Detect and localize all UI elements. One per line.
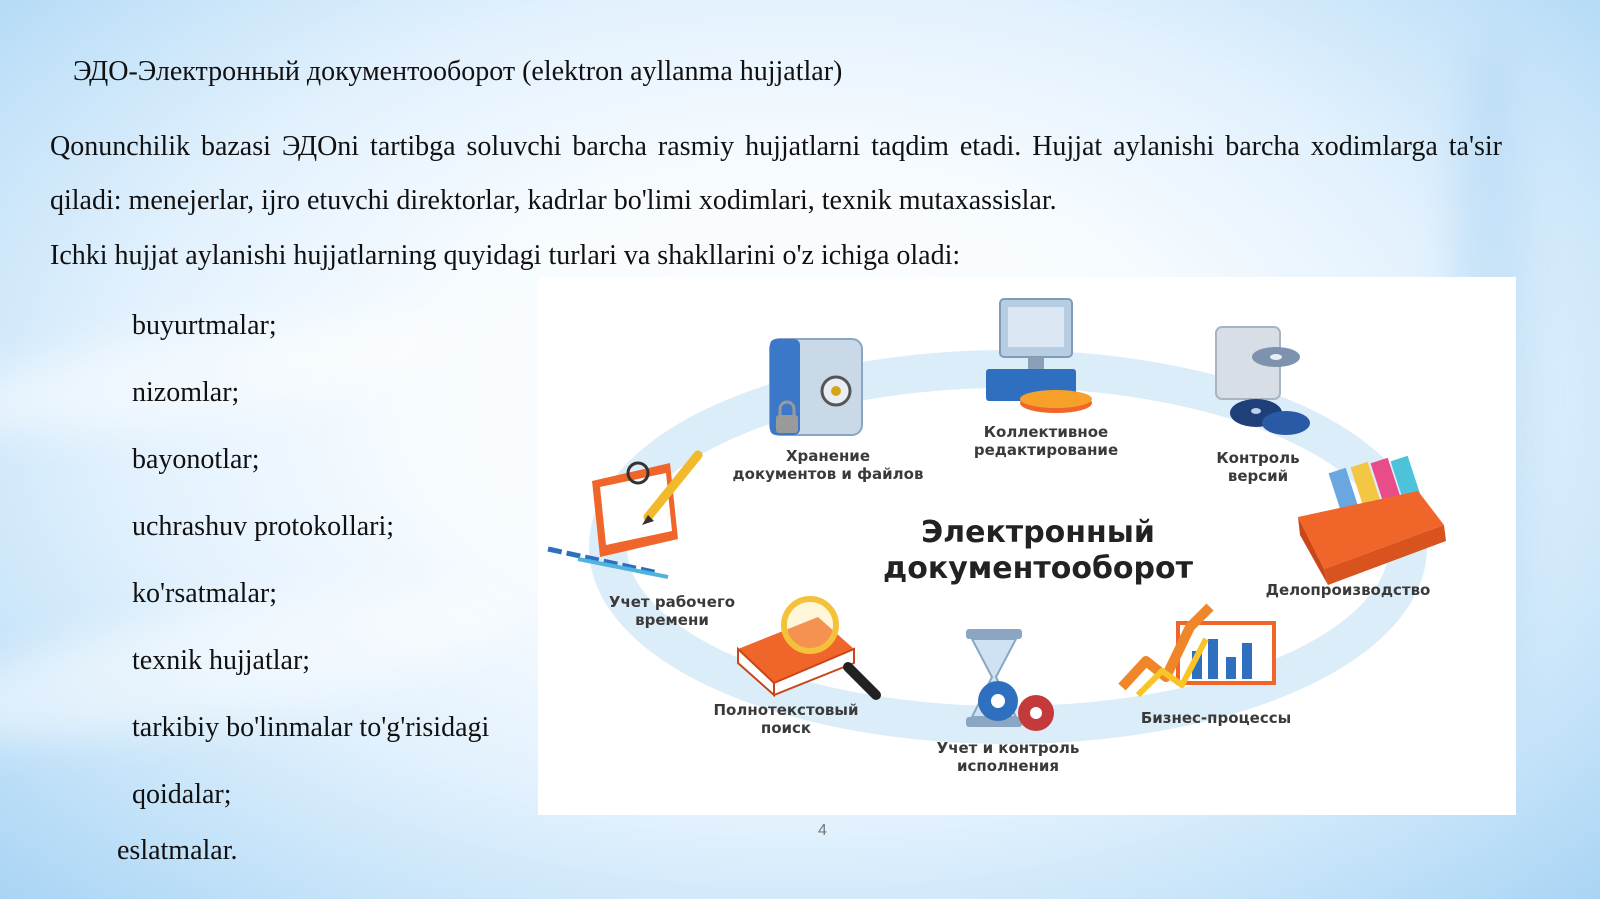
page-number: 4 <box>818 822 827 839</box>
label-collab: Коллективное редактирование <box>973 423 1119 459</box>
intro-paragraph: Qonunchilik bazasi ЭДОni tartibga soluvchi barcha rasmiy hujjatlarni taqdim etadi. Hujjat aylanishi barcha xodimlarga ta'sir qiladi: menejerlar, ijro etuvchi direktorlar, kadrlar bo'limi xodimlari, texnik mutaxassislar. <box>50 131 1502 216</box>
slide-title: ЭДО-Электронный документооборот (elektron ayllanma hujjatlar) <box>73 56 843 87</box>
safe-icon <box>770 339 862 435</box>
list-item: qoidalar; <box>132 779 232 810</box>
chart-icon <box>1122 607 1274 695</box>
document-types-list <box>132 306 489 842</box>
list-item: nizomlar; <box>132 377 240 408</box>
list-intro-paragraph: Ichki hujjat aylanishi hujjatlarning quyidagi turlari va shakllarini o'z ichiga oladi: <box>50 240 961 271</box>
label-versions: Контроль версий <box>1216 449 1300 485</box>
list-item-last: eslatmalar. <box>117 835 238 866</box>
book-magnifier-icon <box>738 599 876 695</box>
list-item: tarkibiy bo'linmalar to'g'risidagi <box>132 712 490 743</box>
list-item: uchrashuv protokollari; <box>132 511 395 542</box>
label-worktime: Учет рабочего времени <box>608 593 736 629</box>
label-control: Учет и контроль исполнения <box>936 739 1080 775</box>
diagram-center-title: Электронный документооборот <box>883 515 1193 586</box>
disc-icon <box>1216 327 1310 435</box>
label-search: Полнотекстовый поиск <box>713 701 859 737</box>
list-item: ko'rsatmalar; <box>132 578 277 609</box>
edo-diagram <box>538 277 1516 815</box>
label-records: Делопроизводство <box>1265 581 1431 599</box>
list-item: buyurtmalar; <box>132 310 277 341</box>
label-business: Бизнес-процессы <box>1140 709 1292 727</box>
list-item: bayonotlar; <box>132 444 260 475</box>
label-storage: Хранение документов и файлов <box>732 447 924 483</box>
list-item: texnik hujjatlar; <box>132 645 311 676</box>
hourglass-gears-icon <box>966 629 1054 731</box>
